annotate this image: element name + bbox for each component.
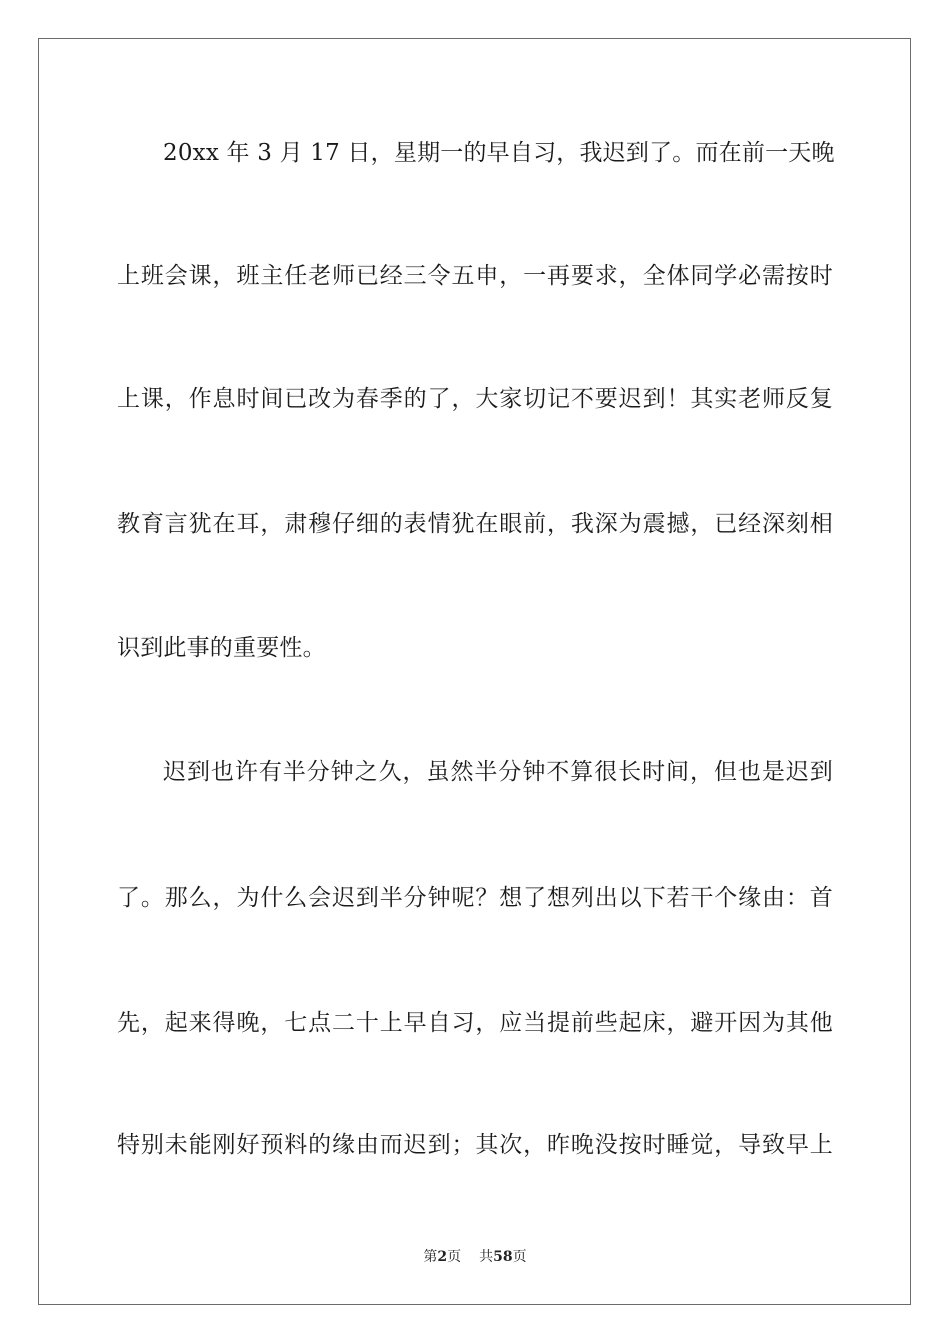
paragraph-1-line-5: 识到此事的重要性。	[117, 635, 326, 661]
footer-prefix: 第	[423, 1249, 438, 1265]
paragraph-2-line-1: 迟到也许有半分钟之久，虽然半分钟不算很长时间，但也是迟到	[163, 759, 833, 785]
page-footer	[0, 1248, 950, 1266]
paragraph-1-line-2: 上班会课，班主任老师已经三令五申，一再要求，全体同学必需按时	[117, 263, 833, 289]
paragraph-2-line-4: 特别未能刚好预料的缘由而迟到；其次，昨晚没按时睡觉，导致早上	[117, 1132, 833, 1158]
paragraph-1-line-4: 教育言犹在耳，肃穆仔细的表情犹在眼前，我深为震撼，已经深刻相	[117, 511, 833, 537]
page-border	[38, 38, 911, 1305]
footer-total-prefix: 共	[479, 1249, 494, 1265]
paragraph-2-line-3: 先，起来得晚，七点二十上早自习，应当提前些起床，避开因为其他	[117, 1010, 833, 1036]
footer-total-pages: 58	[493, 1249, 513, 1265]
footer-page-number: 2	[437, 1249, 448, 1265]
paragraph-1-line-3: 上课，作息时间已改为春季的了，大家切记不要迟到！其实老师反复	[117, 386, 833, 412]
footer-total-suffix: 页	[512, 1249, 527, 1265]
paragraph-1-line-1: 20xx 年 3 月 17 日，星期一的早自习，我迟到了。而在前一天晚	[163, 140, 835, 166]
footer-page-suffix: 页	[447, 1249, 462, 1265]
paragraph-2-line-2: 了。那么，为什么会迟到半分钟呢？想了想列出以下若干个缘由：首	[117, 885, 833, 911]
